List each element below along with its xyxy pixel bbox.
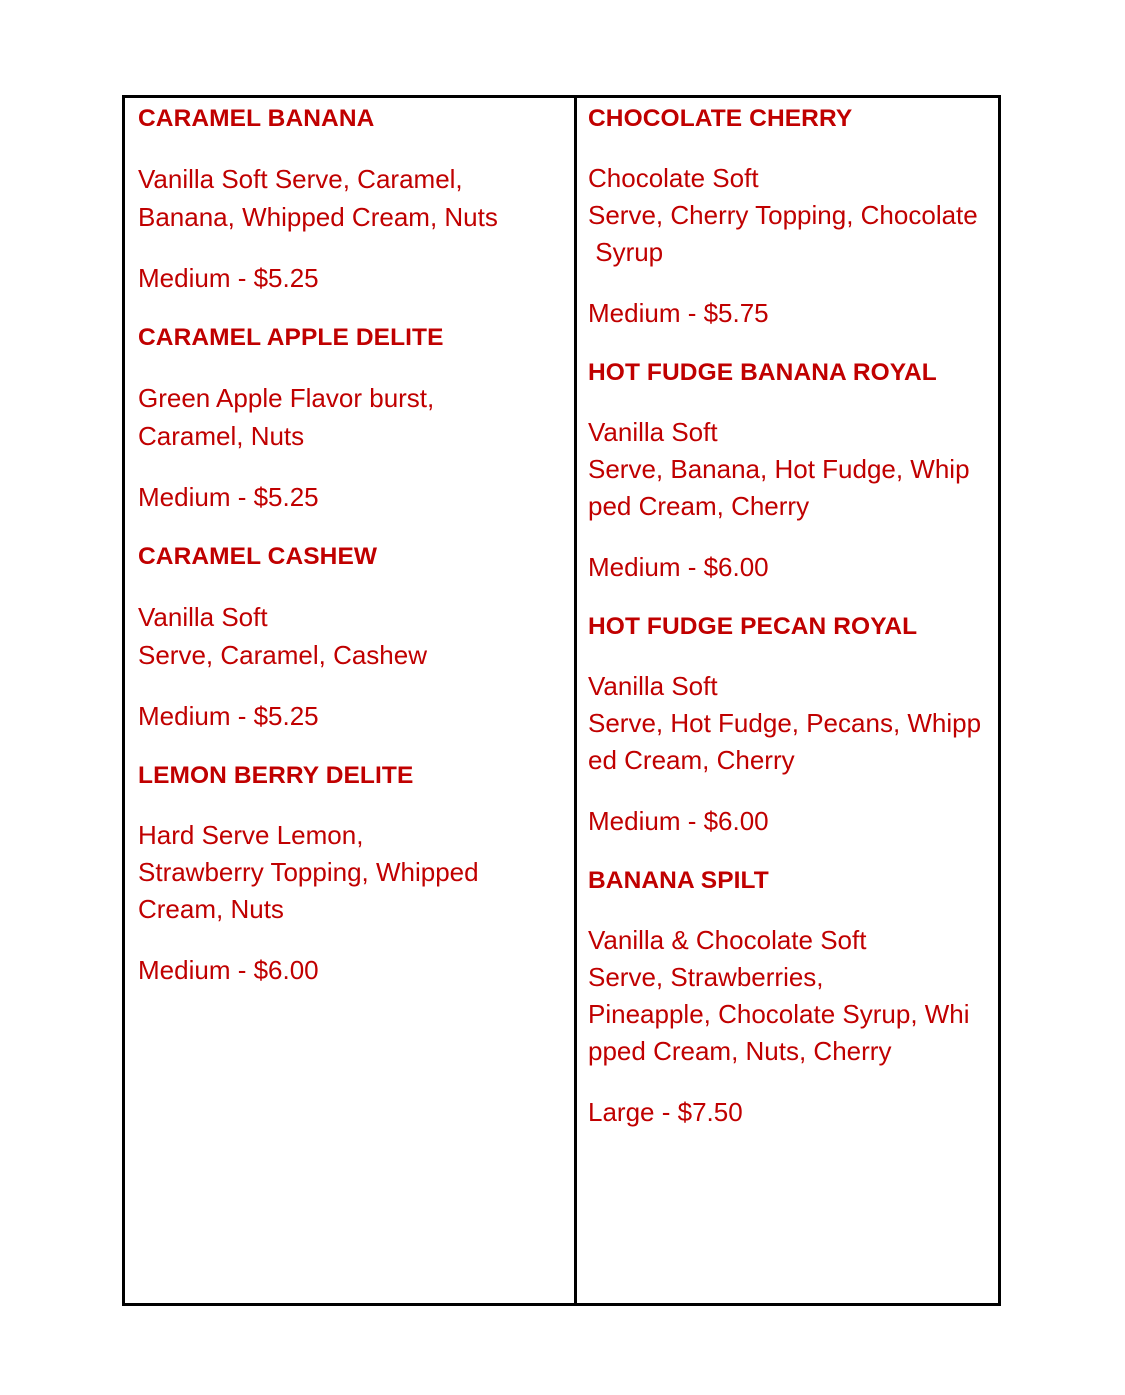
item-price: Medium - $6.00 xyxy=(588,806,769,836)
description-line: Vanilla & Chocolate Soft xyxy=(588,925,867,955)
menu-table xyxy=(122,95,1001,1306)
item-price: Medium - $5.25 xyxy=(138,701,319,731)
menu-item xyxy=(138,540,564,735)
description-line: ped Cream, Cherry xyxy=(588,491,810,521)
menu-item xyxy=(138,759,564,989)
description-line: Vanilla Soft xyxy=(588,671,718,701)
item-title: CARAMEL CASHEW xyxy=(138,543,378,570)
description-line: Cream, Nuts xyxy=(138,894,284,924)
item-title: BANANA SPILT xyxy=(588,867,769,894)
item-description xyxy=(588,414,988,525)
menu-item xyxy=(588,864,988,1131)
item-title: CARAMEL APPLE DELITE xyxy=(138,324,444,351)
item-title: LEMON BERRY DELITE xyxy=(138,762,414,789)
description-line: Serve, Caramel, Cashew xyxy=(138,640,427,670)
description-line: Serve, Hot Fudge, Pecans, Whipp xyxy=(588,708,982,738)
left-column xyxy=(125,98,577,1303)
menu-item xyxy=(588,356,988,586)
description-line: Serve, Cherry Topping, Chocolate xyxy=(588,200,978,230)
menu-item xyxy=(588,610,988,840)
description-line: Serve, Strawberries, xyxy=(588,962,824,992)
item-price: Medium - $5.25 xyxy=(138,482,319,512)
description-line: Banana, Whipped Cream, Nuts xyxy=(138,202,498,232)
description-line: Vanilla Soft xyxy=(138,602,268,632)
item-description xyxy=(138,598,564,674)
item-price: Medium - $6.00 xyxy=(588,552,769,582)
item-description xyxy=(138,160,564,236)
item-description xyxy=(588,922,988,1070)
menu-item xyxy=(138,102,564,297)
description-line: Serve, Banana, Hot Fudge, Whip xyxy=(588,454,970,484)
description-line: Pineapple, Chocolate Syrup, Whi xyxy=(588,999,970,1029)
menu-item xyxy=(588,102,988,332)
item-description xyxy=(588,668,988,779)
item-description xyxy=(588,160,988,271)
item-title: HOT FUDGE BANANA ROYAL xyxy=(588,359,937,386)
right-column xyxy=(577,98,998,1303)
description-line: Chocolate Soft xyxy=(588,163,759,193)
description-line: Syrup xyxy=(588,237,664,267)
item-title: HOT FUDGE PECAN ROYAL xyxy=(588,613,918,640)
description-line: Green Apple Flavor burst, xyxy=(138,383,435,413)
description-line: Vanilla Soft Serve, Caramel, xyxy=(138,164,463,194)
description-line: Strawberry Topping, Whipped xyxy=(138,857,479,887)
item-description xyxy=(138,379,564,455)
description-line: ed Cream, Cherry xyxy=(588,745,795,775)
item-title: CHOCOLATE CHERRY xyxy=(588,105,853,132)
description-line: pped Cream, Nuts, Cherry xyxy=(588,1036,892,1066)
item-price: Medium - $6.00 xyxy=(138,955,319,985)
description-line: Vanilla Soft xyxy=(588,417,718,447)
item-price: Medium - $5.25 xyxy=(138,263,319,293)
description-line: Caramel, Nuts xyxy=(138,421,305,451)
item-title: CARAMEL BANANA xyxy=(138,105,375,132)
item-description xyxy=(138,817,564,928)
item-price: Large - $7.50 xyxy=(588,1097,743,1127)
description-line: Hard Serve Lemon, xyxy=(138,820,364,850)
item-price: Medium - $5.75 xyxy=(588,298,769,328)
menu-item xyxy=(138,321,564,516)
